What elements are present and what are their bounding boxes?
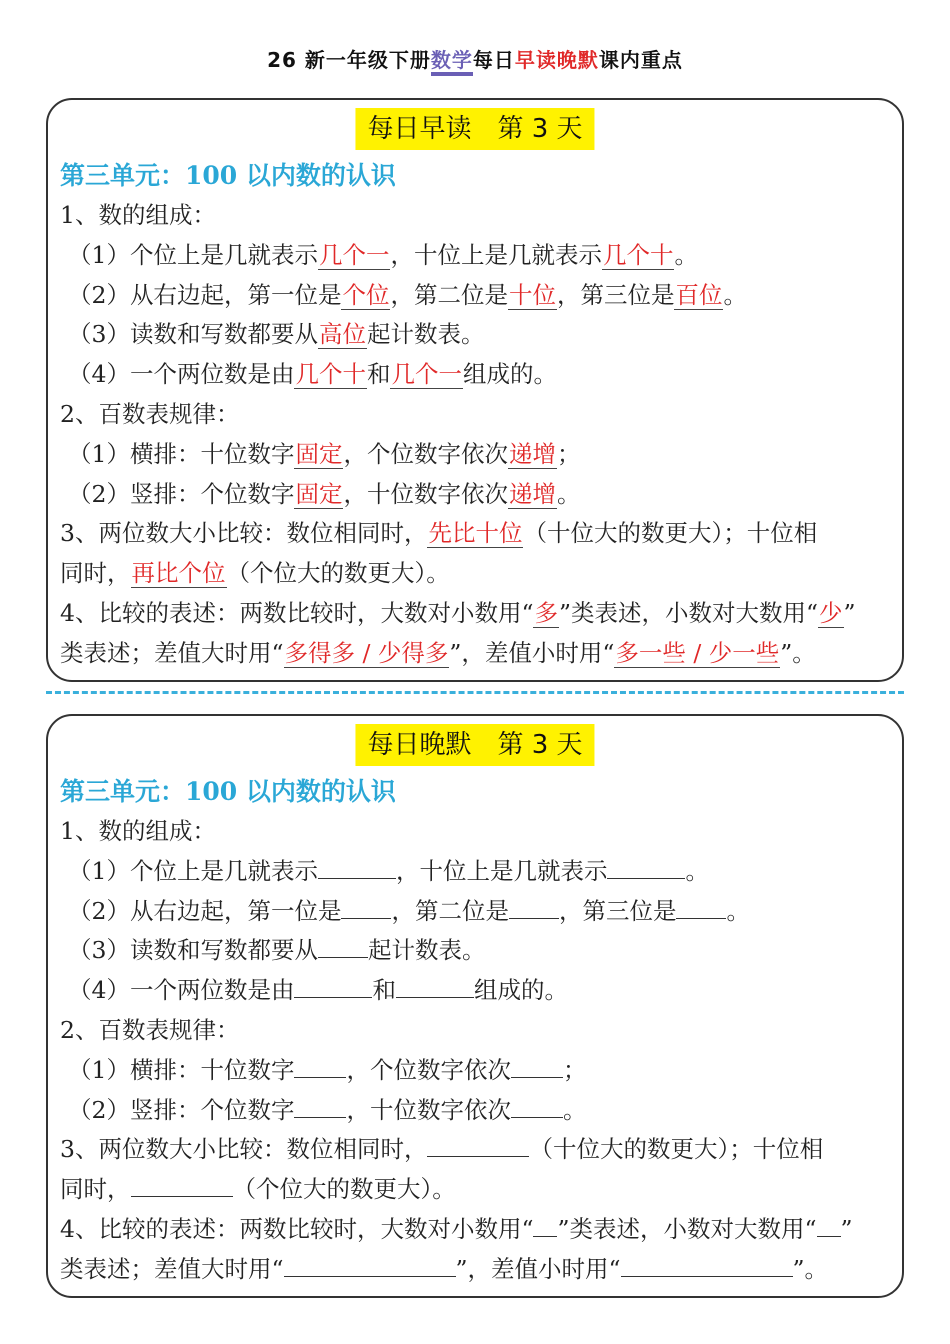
text: 3、两位数大小比较：数位相同时， bbox=[60, 1135, 428, 1164]
answer: 固定 bbox=[295, 439, 343, 468]
answer-blank[interactable] bbox=[318, 931, 368, 958]
text: （2）从右边起，第一位是 bbox=[68, 280, 342, 309]
text: （3）读数和写数都要从 bbox=[68, 936, 318, 965]
text: 。 bbox=[562, 1095, 587, 1124]
text: （1）横排：十位数字 bbox=[68, 1055, 295, 1084]
section-heading: 2、百数表规律： bbox=[60, 1015, 240, 1044]
answer-blank[interactable] bbox=[817, 1210, 841, 1237]
text: ，十位上是几就表示 bbox=[390, 240, 602, 269]
question-line bbox=[60, 634, 894, 674]
text: 和 bbox=[372, 976, 396, 1005]
question-line bbox=[60, 971, 894, 1011]
text: 。 bbox=[726, 896, 750, 925]
morning-unit-heading: 第三单元：100 以内数的认识 bbox=[60, 161, 396, 190]
text: ”类表述，小数对大数用“ bbox=[558, 598, 818, 627]
question-line bbox=[60, 1091, 894, 1131]
text: 起计数表。 bbox=[366, 320, 485, 349]
text: （4）一个两位数是由 bbox=[68, 360, 295, 389]
text: （2）竖排：个位数字 bbox=[68, 1095, 295, 1124]
text: 。 bbox=[674, 240, 698, 269]
text: （1）横排：十位数字 bbox=[68, 439, 295, 468]
answer-blank[interactable] bbox=[511, 1091, 563, 1118]
title-subject: 数学 bbox=[431, 48, 473, 76]
text: ； bbox=[562, 1055, 587, 1084]
answer: 多 bbox=[534, 598, 558, 627]
question-line bbox=[60, 1250, 894, 1290]
evening-dictation-card bbox=[46, 714, 904, 1298]
answer: 几个十 bbox=[602, 240, 674, 269]
title-suffix: 课内重点 bbox=[598, 48, 683, 72]
text: 。 bbox=[685, 856, 709, 885]
question-line bbox=[60, 1210, 894, 1250]
answer-blank[interactable] bbox=[294, 971, 372, 998]
answer-blank[interactable] bbox=[607, 852, 685, 879]
answer: 再比个位 bbox=[131, 559, 226, 588]
text: ，第三位是 bbox=[556, 280, 675, 309]
text: 组成的。 bbox=[462, 360, 557, 389]
morning-content bbox=[60, 196, 894, 674]
text: （十位大的数更大）；十位相 bbox=[529, 1135, 824, 1164]
question-line bbox=[60, 1130, 894, 1170]
morning-badge: 每日早读 第 3 天 bbox=[355, 108, 594, 150]
evening-content bbox=[60, 812, 894, 1290]
answer: 高位 bbox=[318, 320, 366, 349]
text: ”，差值小时用“ bbox=[455, 1254, 621, 1283]
text: 起计数表。 bbox=[367, 936, 486, 965]
text: （1）个位上是几就表示 bbox=[68, 240, 318, 269]
text: ” bbox=[840, 1214, 853, 1243]
text: ，个位数字依次 bbox=[343, 439, 508, 468]
question-line bbox=[60, 931, 894, 971]
text: ，十位数字依次 bbox=[346, 1095, 511, 1124]
text: （3）读数和写数都要从 bbox=[68, 320, 318, 349]
answer-blank[interactable] bbox=[396, 971, 474, 998]
text: 。 bbox=[723, 280, 747, 309]
question-line bbox=[60, 852, 894, 892]
text: 4、比较的表述：两数比较时，大数对小数用“ bbox=[60, 1214, 534, 1243]
question-line bbox=[60, 514, 894, 554]
answer: 固定 bbox=[295, 479, 343, 508]
text: ”，差值小时用“ bbox=[449, 638, 615, 667]
text: ”类表述，小数对大数用“ bbox=[557, 1214, 817, 1243]
text: ，第三位是 bbox=[558, 896, 677, 925]
answer: 递增 bbox=[508, 479, 556, 508]
question-line bbox=[60, 276, 894, 316]
text: （个位大的数更大）。 bbox=[232, 1175, 456, 1204]
answer: 递增 bbox=[508, 439, 556, 468]
text: 类表述；差值大时用“ bbox=[60, 1254, 284, 1283]
answer: 几个一 bbox=[391, 360, 462, 389]
section-heading: 1、数的组成： bbox=[60, 817, 216, 845]
answer-blank[interactable] bbox=[621, 1250, 793, 1277]
question-line bbox=[60, 892, 894, 932]
answer: 多一些 / 少一些 bbox=[615, 638, 780, 667]
page-title bbox=[0, 30, 950, 90]
question-line bbox=[60, 236, 894, 276]
answer-blank[interactable] bbox=[509, 892, 559, 919]
question-line bbox=[60, 435, 894, 475]
text: （2）竖排：个位数字 bbox=[68, 479, 295, 508]
section-heading: 1、数的组成： bbox=[60, 201, 216, 229]
title-highlight: 早读晚默 bbox=[514, 48, 599, 72]
text: （4）一个两位数是由 bbox=[68, 976, 295, 1005]
answer-blank[interactable] bbox=[676, 892, 726, 919]
text: ，第二位是 bbox=[391, 896, 509, 925]
answer: 多得多 / 少得多 bbox=[284, 638, 449, 667]
question-line bbox=[60, 594, 894, 634]
text: ，十位上是几就表示 bbox=[395, 856, 608, 885]
text: ” bbox=[843, 598, 856, 627]
answer-blank[interactable] bbox=[341, 892, 391, 919]
morning-reading-card bbox=[46, 98, 904, 682]
question-line bbox=[60, 1170, 894, 1210]
answer: 百位 bbox=[675, 280, 723, 309]
text: （个位大的数更大）。 bbox=[226, 559, 450, 588]
text: 类表述；差值大时用“ bbox=[60, 638, 284, 667]
text: 组成的。 bbox=[473, 976, 568, 1005]
section-heading: 2、百数表规律： bbox=[60, 399, 240, 428]
text: ； bbox=[556, 439, 581, 468]
text: 同时， bbox=[60, 559, 131, 588]
question-line bbox=[60, 475, 894, 515]
question-line bbox=[60, 315, 894, 355]
answer: 少 bbox=[819, 598, 843, 627]
answer-blank[interactable] bbox=[294, 1051, 346, 1078]
evening-unit-heading: 第三单元：100 以内数的认识 bbox=[60, 777, 396, 806]
text: ”。 bbox=[780, 638, 816, 667]
text: ，第二位是 bbox=[390, 280, 508, 309]
answer-blank[interactable] bbox=[294, 1091, 346, 1118]
answer: 十位 bbox=[508, 280, 556, 309]
text: 和 bbox=[366, 360, 391, 389]
dashed-divider bbox=[46, 691, 904, 694]
evening-badge: 每日晚默 第 3 天 bbox=[355, 724, 594, 766]
text: （十位大的数更大）；十位相 bbox=[523, 519, 818, 548]
text: 4、比较的表述：两数比较时，大数对小数用“ bbox=[60, 598, 534, 627]
answer: 几个十 bbox=[295, 360, 366, 389]
question-line bbox=[60, 1051, 894, 1091]
answer-blank[interactable] bbox=[533, 1210, 557, 1237]
answer-blank[interactable] bbox=[318, 852, 396, 879]
answer: 个位 bbox=[342, 280, 390, 309]
answer: 几个一 bbox=[318, 240, 390, 269]
text: ”。 bbox=[792, 1254, 829, 1283]
text: ，个位数字依次 bbox=[346, 1055, 511, 1084]
answer-blank[interactable] bbox=[284, 1250, 456, 1277]
answer-blank[interactable] bbox=[427, 1130, 529, 1157]
text: 。 bbox=[556, 479, 581, 508]
text: （1）个位上是几就表示 bbox=[68, 856, 318, 885]
title-prefix: 26 新一年级下册 bbox=[267, 48, 431, 72]
question-line bbox=[60, 554, 894, 594]
question-line bbox=[60, 355, 894, 395]
title-mid: 每日 bbox=[472, 48, 515, 72]
text: ，十位数字依次 bbox=[343, 479, 508, 508]
text: 3、两位数大小比较：数位相同时， bbox=[60, 519, 428, 548]
answer-blank[interactable] bbox=[511, 1051, 563, 1078]
answer-blank[interactable] bbox=[131, 1170, 233, 1197]
text: 同时， bbox=[60, 1175, 131, 1204]
answer: 先比十位 bbox=[428, 519, 523, 548]
text: （2）从右边起，第一位是 bbox=[68, 896, 342, 925]
